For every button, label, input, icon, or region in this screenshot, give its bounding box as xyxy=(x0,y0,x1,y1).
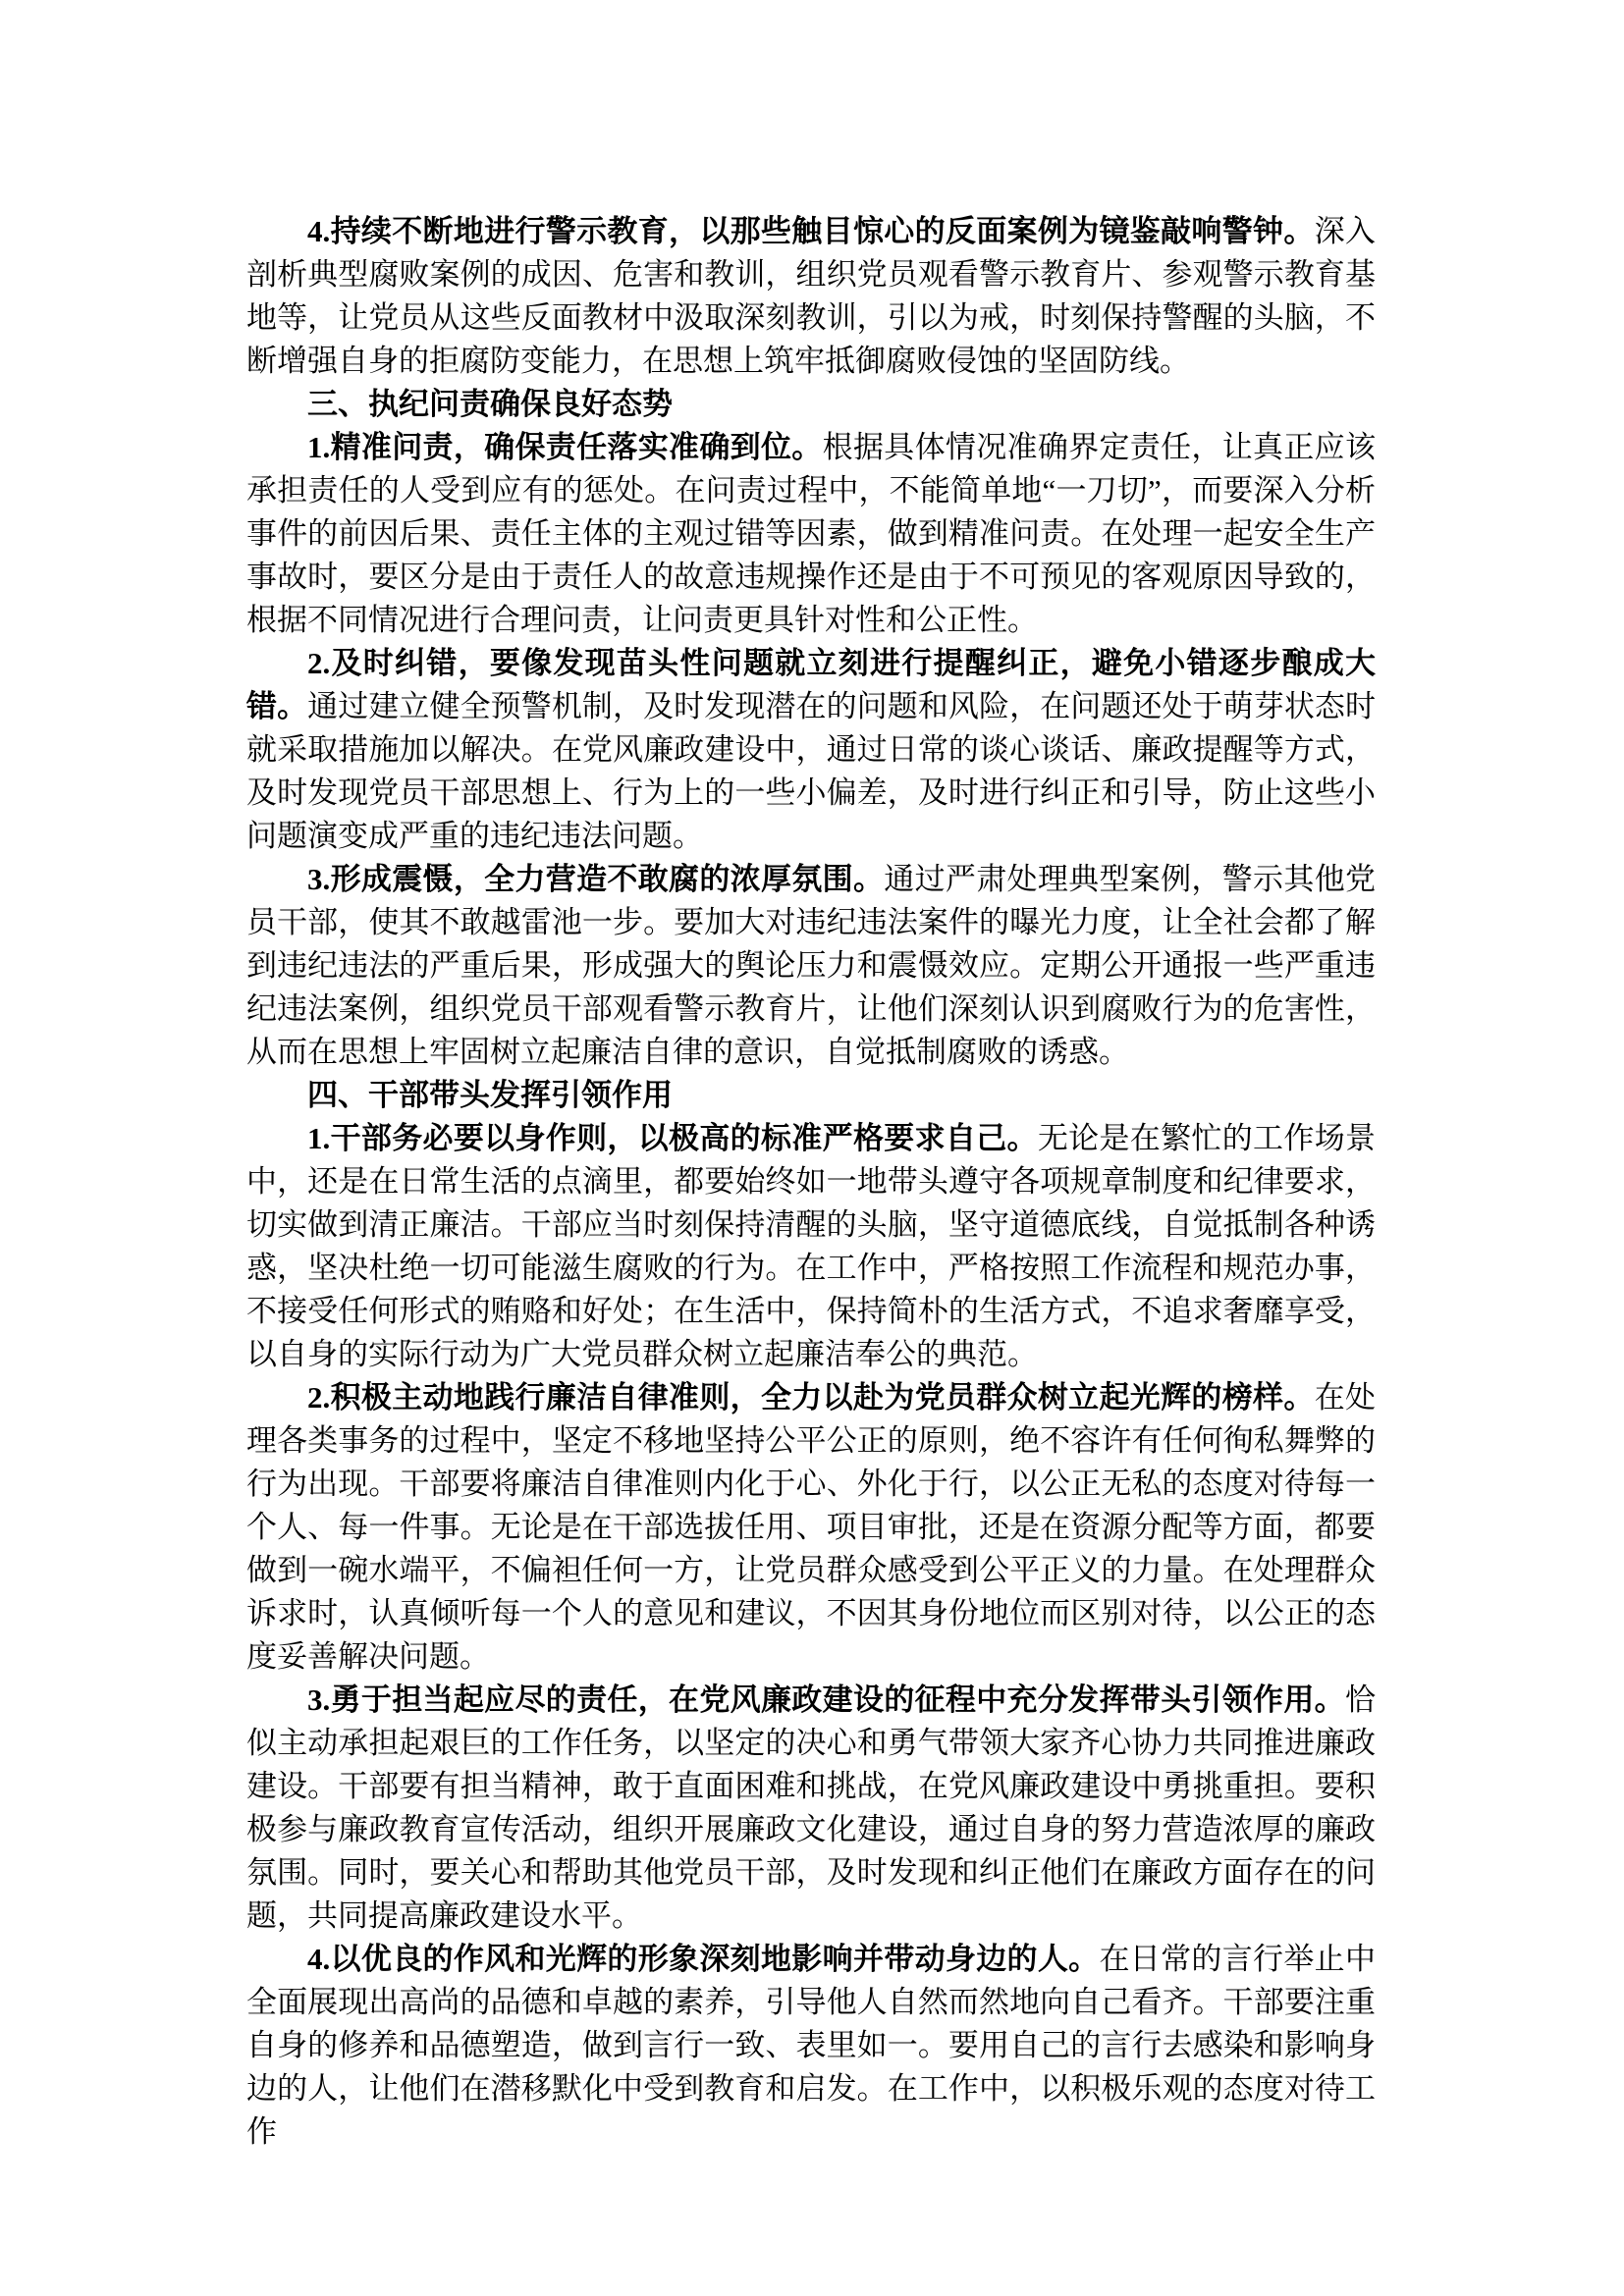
document-page xyxy=(246,210,1376,2154)
paragraph-body: 通过建立健全预警机制，及时发现潜在的问题和风险，在问题还处于萌芽状态时就采取措施加以解决。在党风廉政建设中，通过日常的谈心谈话、廉政提醒等方式，及时发现党员干部思想上、行为上的一些小偏差，及时进行纠正和引导，防止这些小问题演变成严重的违纪违法问题。 xyxy=(246,689,1377,853)
paragraph xyxy=(246,1117,1376,1376)
paragraph-lead: 3.勇于担当起应尽的责任，在党风廉政建设的征程中充分发挥带头引领作用。 xyxy=(307,1682,1345,1717)
paragraph xyxy=(246,858,1376,1074)
paragraph-body: 深入剖析典型腐败案例的成因、危害和教训，组织党员观看警示教育片、参观警示教育基地等，让党员从这些反面教材中汲取深刻教训，引以为戒，时刻保持警醒的头脑，不断增强自身的拒腐防变能力，在思想上筑牢抵御腐败侵蚀的坚固防线。 xyxy=(246,214,1377,378)
paragraph-body: 通过严肃处理典型案例，警示其他党员干部，使其不敢越雷池一步。要加大对违纪违法案件的曝光力度，让全社会都了解到违纪违法的严重后果，形成强大的舆论压力和震慑效应。定期公开通报一些严重违纪违法案例，组织党员干部观看警示教育片，让他们深刻认识到腐败行为的危害性，从而在思想上牢固树立起廉洁自律的意识，自觉抵制腐败的诱惑。 xyxy=(246,862,1377,1069)
section-heading: 四、干部带头发挥引领作用 xyxy=(307,1078,673,1112)
paragraph-lead: 3.形成震慑，全力营造不敢腐的浓厚氛围。 xyxy=(307,862,885,896)
paragraph-body: 无论是在繁忙的工作场景中，还是在日常生活的点滴里，都要始终如一地带头遵守各项规章制度和纪律要求，切实做到清正廉洁。干部应当时刻保持清醒的头脑，坚守道德底线，自觉抵制各种诱惑，坚决杜绝一切可能滋生腐败的行为。在工作中，严格按照工作流程和规范办事，不接受任何形式的贿赂和好处；在生活中，保持简朴的生活方式，不追求奢靡享受，以自身的实际行动为广大党员群众树立起廉洁奉公的典范。 xyxy=(246,1121,1377,1371)
paragraph-body: 根据具体情况准确界定责任，让真正应该承担责任的人受到应有的惩处。在问责过程中，不能简单地“一刀切”，而要深入分析事件的前因后果、责任主体的主观过错等因素，做到精准问责。在处理一起安全生产事故时，要区分是由于责任人的故意违规操作还是由于不可预见的客观原因导致的，根据不同情况进行合理问责，让问责更具针对性和公正性。 xyxy=(246,430,1376,637)
paragraph-lead: 4.持续不断地进行警示教育，以那些触目惊心的反面案例为镜鉴敲响警钟。 xyxy=(307,214,1315,248)
paragraph xyxy=(246,1376,1376,1679)
paragraph xyxy=(246,642,1376,858)
paragraph-lead: 1.干部务必要以身作则，以极高的标准严格要求自己。 xyxy=(307,1121,1038,1155)
paragraph xyxy=(246,1938,1376,2154)
paragraph xyxy=(246,1679,1376,1938)
paragraph-body: 在日常的言行举止中全面展现出高尚的品德和卓越的素养，引导他人自然而然地向自己看齐。干部要注重自身的修养和品德塑造，做到言行一致、表里如一。要用自己的言行去感染和影响身边的人，让他们在潜移默化中受到教育和启发。在工作中，以积极乐观的态度对待工作 xyxy=(246,1942,1376,2149)
paragraph-lead: 4.以优良的作风和光辉的形象深刻地影响并带动身边的人。 xyxy=(307,1942,1100,1976)
paragraph-body: 在处理各类事务的过程中，坚定不移地坚持公平公正的原则，绝不容许有任何徇私舞弊的行为出现。干部要将廉洁自律准则内化于心、外化于行，以公正无私的态度对待每一个人、每一件事。无论是在干部选拔任用、项目审批，还是在资源分配等方面，都要做到一碗水端平，不偏袒任何一方，让党员群众感受到公平正义的力量。在处理群众诉求时，认真倾听每一个人的意见和建议，不因其身份地位而区别对待，以公正的态度妥善解决问题。 xyxy=(246,1380,1377,1674)
paragraph-lead: 2.积极主动地践行廉洁自律准则，全力以赴为党员群众树立起光辉的榜样。 xyxy=(307,1380,1315,1415)
paragraph-lead: 1.精准问责，确保责任落实准确到位。 xyxy=(307,430,823,464)
section-heading: 三、执纪问责确保良好态势 xyxy=(307,387,673,421)
paragraph-body: 恰似主动承担起艰巨的工作任务，以坚定的决心和勇气带领大家齐心协力共同推进廉政建设。干部要有担当精神，敢于直面困难和挑战，在党风廉政建设中勇挑重担。要积极参与廉政教育宣传活动，组织开展廉政文化建设，通过自身的努力营造浓厚的廉政氛围。同时，要关心和帮助其他党员干部，及时发现和纠正他们在廉政方面存在的问题，共同提高廉政建设水平。 xyxy=(246,1682,1376,1933)
paragraph xyxy=(246,210,1376,383)
paragraph xyxy=(246,426,1376,642)
paragraph-lead: 2.及时纠错，要像发现苗头性问题就立刻进行提醒纠正，避免小错逐步酿成大错。 xyxy=(246,646,1376,723)
